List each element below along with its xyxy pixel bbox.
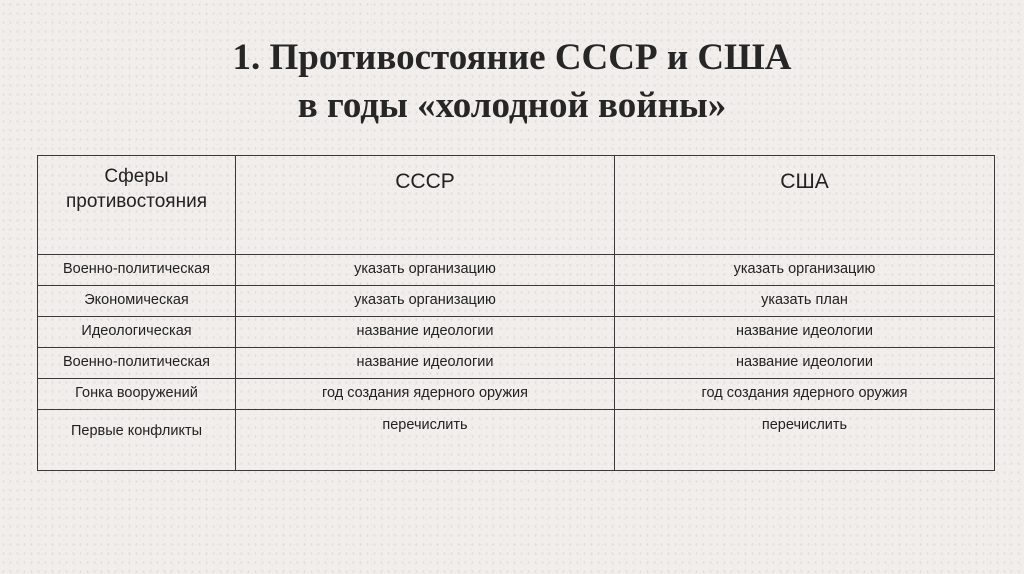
confrontation-table [37, 155, 995, 471]
sphere-cell: Гонка вооружений [38, 379, 236, 410]
usa-cell: год создания ядерного оружия [615, 379, 995, 410]
ussr-cell: указать организацию [236, 255, 615, 286]
sphere-cell: Экономическая [38, 286, 236, 317]
table-row [38, 255, 995, 286]
slide-title [0, 34, 1024, 130]
table-row [38, 317, 995, 348]
sphere-cell: Военно-политическая [38, 348, 236, 379]
ussr-cell: перечислить [236, 410, 615, 471]
ussr-cell: год создания ядерного оружия [236, 379, 615, 410]
usa-cell: указать организацию [615, 255, 995, 286]
slide-title-line1: 1. Противостояние СССР и США [232, 37, 792, 78]
usa-cell: указать план [615, 286, 995, 317]
header-usa: США [615, 156, 995, 255]
usa-cell: перечислить [615, 410, 995, 471]
usa-cell: название идеологии [615, 348, 995, 379]
header-spheres: Сферы противостояния [38, 156, 236, 255]
table-row [38, 410, 995, 471]
slide-title-line2: в годы «холодной войны» [297, 85, 727, 126]
header-ussr: СССР [236, 156, 615, 255]
sphere-cell: Военно-политическая [38, 255, 236, 286]
ussr-cell: название идеологии [236, 317, 615, 348]
table-row [38, 286, 995, 317]
table-row [38, 379, 995, 410]
ussr-cell: название идеологии [236, 348, 615, 379]
ussr-cell: указать организацию [236, 286, 615, 317]
sphere-cell: Первые конфликты [38, 410, 236, 471]
usa-cell: название идеологии [615, 317, 995, 348]
sphere-cell: Идеологическая [38, 317, 236, 348]
table-row [38, 348, 995, 379]
table-header-row [38, 156, 995, 255]
